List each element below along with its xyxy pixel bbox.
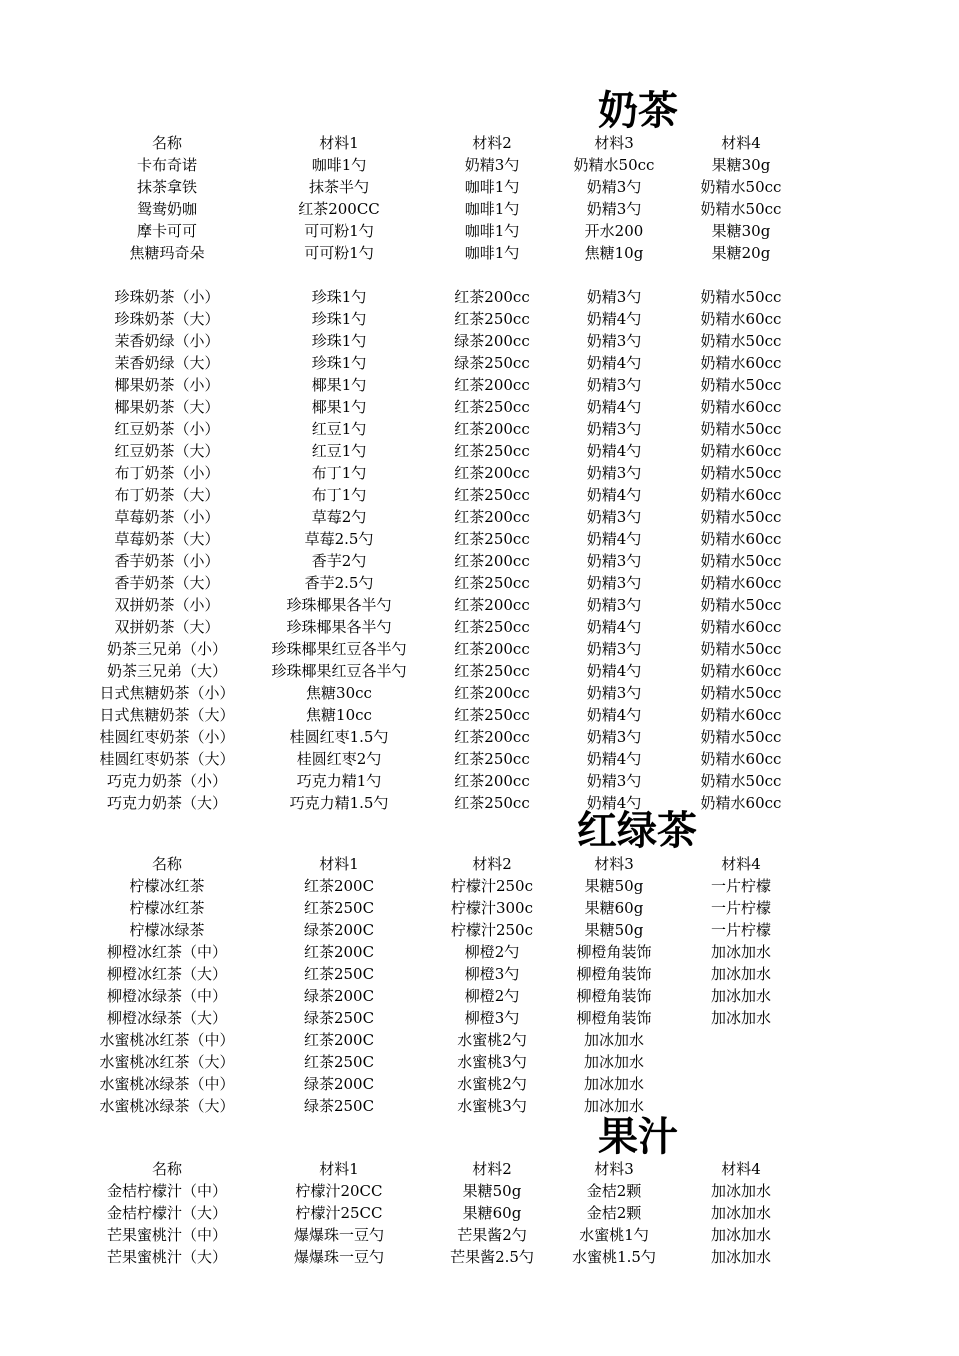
item-name-cell: 柠檬冰红茶 [129,877,205,895]
ingredient-cell: 柠檬汁250c [450,921,534,939]
ingredient-cell: 奶精水60cc [700,750,782,768]
table-row [0,242,959,264]
ingredient-cell: 咖啡1勺 [464,244,520,262]
ingredient-cell: 果糖50g [584,921,644,939]
item-name-cell: 金桔柠檬汁（大） [106,1204,227,1222]
table-header-row [0,132,959,154]
ingredient-cell: 红茶200cc [454,376,530,394]
ingredient-cell: 奶精3勺 [586,772,642,790]
ingredient-cell: 红茶250cc [454,398,530,416]
column-header: 材料4 [721,855,761,873]
section-title-juice: 果汁 [598,1113,678,1160]
item-name-cell: 摩卡可可 [136,222,197,240]
column-header: 名称 [151,134,182,152]
ingredient-cell: 绿茶200C [303,921,375,939]
ingredient-cell: 柠檬汁20CC [295,1182,383,1200]
ingredient-cell: 草莓2.5勺 [304,530,374,548]
ingredient-cell: 奶精3勺 [586,596,642,614]
item-name-cell: 桂圆红枣奶茶（小） [99,728,235,746]
table-row [0,198,959,220]
ingredient-cell: 奶精3勺 [586,684,642,702]
ingredient-cell: 果糖50g [462,1182,522,1200]
ingredient-cell: 珍珠椰果红豆各半勺 [271,662,407,680]
ingredient-cell: 水蜜桃1勺 [579,1226,649,1244]
ingredient-cell: 红茶250cc [454,662,530,680]
ingredient-cell: 果糖50g [584,877,644,895]
ingredient-cell: 奶精水50cc [700,332,782,350]
ingredient-cell: 奶精3勺 [586,574,642,592]
ingredient-cell: 红茶250cc [454,794,530,812]
ingredient-cell: 珍珠1勺 [311,288,367,306]
ingredient-cell: 水蜜桃3勺 [457,1053,527,1071]
table-row [0,726,959,748]
ingredient-cell: 加冰加水 [583,1097,644,1115]
ingredient-cell: 加冰加水 [710,1226,771,1244]
table-row [0,418,959,440]
item-name-cell: 金桔柠檬汁（中） [106,1182,227,1200]
milk-tea-table [0,132,959,814]
table-row [0,462,959,484]
ingredient-cell: 一片柠檬 [710,921,771,939]
item-name-cell: 柠檬冰红茶 [129,899,205,917]
table-row [0,704,959,726]
section-title-milk-tea: 奶茶 [598,87,678,134]
table-row [0,1180,959,1202]
ingredient-cell: 红茶250cc [454,486,530,504]
ingredient-cell: 奶精3勺 [586,728,642,746]
ingredient-cell: 红茶200cc [454,552,530,570]
ingredient-cell: 红茶250C [303,899,375,917]
ingredient-cell: 红茶200C [303,943,375,961]
ingredient-cell: 柳橙2勺 [464,943,520,961]
ingredient-cell: 红茶200cc [454,464,530,482]
ingredient-cell: 红茶200cc [454,728,530,746]
table-row [0,176,959,198]
ingredient-cell: 加冰加水 [710,1182,771,1200]
table-row [0,616,959,638]
ingredient-cell: 奶精4勺 [586,794,642,812]
ingredient-cell: 珍珠1勺 [311,310,367,328]
table-row [0,308,959,330]
column-header: 材料2 [472,855,512,873]
item-name-cell: 椰果奶茶（大） [114,398,220,416]
item-name-cell: 水蜜桃冰绿茶（大） [99,1097,235,1115]
item-name-cell: 草莓奶茶（小） [114,508,220,526]
ingredient-cell: 奶精水50cc [700,178,782,196]
ingredient-cell: 爆爆珠一豆勺 [293,1248,384,1266]
ingredient-cell: 奶精3勺 [586,178,642,196]
ingredient-cell: 红豆1勺 [311,420,367,438]
table-row [0,330,959,352]
ingredient-cell: 奶精4勺 [586,486,642,504]
item-name-cell: 珍珠奶茶（大） [114,310,220,328]
ingredient-cell: 红茶200C [303,877,375,895]
ingredient-cell: 水蜜桃1.5勺 [572,1248,656,1266]
column-header: 材料1 [319,134,359,152]
ingredient-cell: 桂圆红枣2勺 [296,750,382,768]
ingredient-cell: 红茶250cc [454,574,530,592]
ingredient-cell: 奶精水60cc [700,574,782,592]
ingredient-cell: 奶精水60cc [700,618,782,636]
ingredient-cell: 红茶250cc [454,310,530,328]
ingredient-cell: 果糖30g [711,222,771,240]
item-name-cell: 双拼奶茶（大） [114,618,220,636]
ingredient-cell: 金桔2颗 [586,1182,642,1200]
ingredient-cell: 奶精3勺 [464,156,520,174]
ingredient-cell: 奶精水60cc [700,794,782,812]
ingredient-cell: 可可粉1勺 [304,244,374,262]
table-row [0,220,959,242]
ingredient-cell: 奶精4勺 [586,398,642,416]
item-name-cell: 柳橙冰绿茶（中） [106,987,227,1005]
ingredient-cell: 奶精水60cc [700,442,782,460]
table-row [0,1029,959,1051]
item-name-cell: 卡布奇诺 [136,156,197,174]
table-row [0,440,959,462]
item-name-cell: 水蜜桃冰红茶（中） [99,1031,235,1049]
ingredient-cell: 奶精3勺 [586,464,642,482]
ingredient-cell: 珍珠1勺 [311,332,367,350]
item-name-cell: 鸳鸯奶咖 [136,200,197,218]
column-header: 材料4 [721,134,761,152]
item-name-cell: 椰果奶茶（小） [114,376,220,394]
ingredient-cell: 香芋2.5勺 [304,574,374,592]
group-spacer [0,264,959,286]
ingredient-cell: 红茶250cc [454,750,530,768]
ingredient-cell: 红茶200cc [454,772,530,790]
ingredient-cell: 红茶250cc [454,530,530,548]
ingredient-cell: 红茶250C [303,965,375,983]
item-name-cell: 芒果蜜桃汁（大） [106,1248,227,1266]
section-title-red-green-tea: 红绿茶 [577,807,697,854]
ingredient-cell: 加冰加水 [710,1204,771,1222]
ingredient-cell: 果糖60g [462,1204,522,1222]
ingredient-cell: 咖啡1勺 [464,178,520,196]
table-row [0,748,959,770]
table-row [0,897,959,919]
item-name-cell: 珍珠奶茶（小） [114,288,220,306]
table-row [0,1051,959,1073]
table-row [0,1007,959,1029]
ingredient-cell: 可可粉1勺 [304,222,374,240]
ingredient-cell: 金桔2颗 [586,1204,642,1222]
ingredient-cell: 桂圆红枣1.5勺 [289,728,389,746]
ingredient-cell: 布丁1勺 [311,464,367,482]
ingredient-cell: 红豆1勺 [311,442,367,460]
ingredient-cell: 柳橙角装饰 [576,943,652,961]
ingredient-cell: 奶精水50cc [700,508,782,526]
column-header: 材料3 [594,134,634,152]
ingredient-cell: 奶精水50cc [700,376,782,394]
ingredient-cell: 开水200 [584,222,644,240]
ingredient-cell: 红茶200cc [454,508,530,526]
ingredient-cell: 绿茶250C [303,1009,375,1027]
item-name-cell: 柳橙冰红茶（大） [106,965,227,983]
ingredient-cell: 果糖60g [584,899,644,917]
ingredient-cell: 奶精水60cc [700,354,782,372]
ingredient-cell: 咖啡1勺 [464,200,520,218]
table-row [0,1224,959,1246]
ingredient-cell: 椰果1勺 [311,398,367,416]
item-name-cell: 奶茶三兄弟（小） [106,640,227,658]
item-name-cell: 奶茶三兄弟（大） [106,662,227,680]
ingredient-cell: 柠檬汁300c [450,899,534,917]
ingredient-cell: 加冰加水 [583,1031,644,1049]
ingredient-cell: 加冰加水 [710,987,771,1005]
table-row [0,660,959,682]
ingredient-cell: 奶精水50cc [573,156,655,174]
ingredient-cell: 奶精水60cc [700,530,782,548]
ingredient-cell: 加冰加水 [710,1009,771,1027]
ingredient-cell: 奶精水60cc [700,706,782,724]
ingredient-cell: 奶精3勺 [586,508,642,526]
ingredient-cell: 香芋2勺 [311,552,367,570]
item-name-cell: 布丁奶茶（小） [114,464,220,482]
ingredient-cell: 柳橙3勺 [464,1009,520,1027]
ingredient-cell: 奶精4勺 [586,750,642,768]
ingredient-cell: 红茶250cc [454,706,530,724]
ingredient-cell: 奶精水50cc [700,464,782,482]
table-row [0,484,959,506]
table-row [0,919,959,941]
item-name-cell: 抹茶拿铁 [136,178,197,196]
ingredient-cell: 绿茶250C [303,1097,375,1115]
table-row [0,638,959,660]
ingredient-cell: 红茶250cc [454,442,530,460]
ingredient-cell: 一片柠檬 [710,877,771,895]
column-header: 材料1 [319,1160,359,1178]
ingredient-cell: 红茶200cc [454,640,530,658]
ingredient-cell: 柳橙角装饰 [576,1009,652,1027]
ingredient-cell: 绿茶200C [303,1075,375,1093]
column-header: 名称 [151,1160,182,1178]
ingredient-cell: 果糖20g [711,244,771,262]
item-name-cell: 柳橙冰绿茶（大） [106,1009,227,1027]
ingredient-cell: 布丁1勺 [311,486,367,504]
ingredient-cell: 水蜜桃2勺 [457,1031,527,1049]
ingredient-cell: 红茶200cc [454,596,530,614]
ingredient-cell: 奶精4勺 [586,662,642,680]
item-name-cell: 焦糖玛奇朵 [129,244,205,262]
item-name-cell: 双拼奶茶（小） [114,596,220,614]
item-name-cell: 芒果蜜桃汁（中） [106,1226,227,1244]
table-row [0,770,959,792]
ingredient-cell: 加冰加水 [710,965,771,983]
item-name-cell: 柳橙冰红茶（中） [106,943,227,961]
ingredient-cell: 芒果酱2勺 [457,1226,527,1244]
ingredient-cell: 绿茶250cc [454,354,530,372]
ingredient-cell: 水蜜桃3勺 [457,1097,527,1115]
ingredient-cell: 奶精4勺 [586,530,642,548]
ingredient-cell: 奶精3勺 [586,552,642,570]
table-row [0,941,959,963]
ingredient-cell: 柠檬汁250c [450,877,534,895]
item-name-cell: 草莓奶茶（大） [114,530,220,548]
item-name-cell: 香芋奶茶（小） [114,552,220,570]
ingredient-cell: 奶精4勺 [586,310,642,328]
ingredient-cell: 巧克力精1勺 [296,772,382,790]
column-header: 材料2 [472,1160,512,1178]
juice-table [0,1158,959,1268]
table-header-row [0,1158,959,1180]
ingredient-cell: 加冰加水 [710,1248,771,1266]
table-row [0,1095,959,1117]
ingredient-cell: 柳橙3勺 [464,965,520,983]
ingredient-cell: 水蜜桃2勺 [457,1075,527,1093]
item-name-cell: 布丁奶茶（大） [114,486,220,504]
table-row [0,1202,959,1224]
ingredient-cell: 奶精3勺 [586,332,642,350]
ingredient-cell: 加冰加水 [583,1053,644,1071]
ingredient-cell: 加冰加水 [583,1075,644,1093]
ingredient-cell: 爆爆珠一豆勺 [293,1226,384,1244]
ingredient-cell: 奶精水50cc [700,772,782,790]
item-name-cell: 桂圆红枣奶茶（大） [99,750,235,768]
column-header: 名称 [151,855,182,873]
red-green-tea-table [0,853,959,1117]
column-header: 材料4 [721,1160,761,1178]
table-row [0,550,959,572]
item-name-cell: 柠檬冰绿茶 [129,921,205,939]
table-row [0,985,959,1007]
ingredient-cell: 奶精水50cc [700,728,782,746]
ingredient-cell: 奶精4勺 [586,354,642,372]
ingredient-cell: 红茶200cc [454,420,530,438]
item-name-cell: 红豆奶茶（小） [114,420,220,438]
ingredient-cell: 奶精水50cc [700,596,782,614]
ingredient-cell: 奶精4勺 [586,706,642,724]
ingredient-cell: 珍珠椰果红豆各半勺 [271,640,407,658]
ingredient-cell: 奶精水50cc [700,552,782,570]
table-row [0,875,959,897]
item-name-cell: 水蜜桃冰红茶（大） [99,1053,235,1071]
ingredient-cell: 焦糖10g [584,244,644,262]
ingredient-cell: 奶精水50cc [700,640,782,658]
ingredient-cell: 珍珠椰果各半勺 [286,596,392,614]
ingredient-cell: 奶精3勺 [586,200,642,218]
ingredient-cell: 奶精水50cc [700,684,782,702]
item-name-cell: 水蜜桃冰绿茶（中） [99,1075,235,1093]
ingredient-cell: 奶精水60cc [700,398,782,416]
ingredient-cell: 奶精3勺 [586,420,642,438]
item-name-cell: 红豆奶茶（大） [114,442,220,460]
ingredient-cell: 红茶200cc [454,288,530,306]
table-row [0,1246,959,1268]
ingredient-cell: 焦糖30cc [306,684,372,702]
ingredient-cell: 柳橙角装饰 [576,987,652,1005]
ingredient-cell: 红茶250cc [454,618,530,636]
ingredient-cell: 奶精水60cc [700,662,782,680]
item-name-cell: 巧克力奶茶（大） [106,794,227,812]
item-name-cell: 茉香奶绿（小） [114,332,220,350]
ingredient-cell: 椰果1勺 [311,376,367,394]
ingredient-cell: 奶精水60cc [700,310,782,328]
table-header-row [0,853,959,875]
item-name-cell: 巧克力奶茶（小） [106,772,227,790]
table-row [0,374,959,396]
table-row [0,594,959,616]
table-row [0,352,959,374]
ingredient-cell: 奶精3勺 [586,640,642,658]
ingredient-cell: 珍珠椰果各半勺 [286,618,392,636]
ingredient-cell: 焦糖10cc [306,706,372,724]
ingredient-cell: 柠檬汁25CC [295,1204,383,1222]
ingredient-cell: 芒果酱2.5勺 [450,1248,534,1266]
ingredient-cell: 红茶200C [303,1031,375,1049]
table-row [0,572,959,594]
table-row [0,528,959,550]
ingredient-cell: 柳橙角装饰 [576,965,652,983]
ingredient-cell: 红茶200CC [298,200,380,218]
table-row [0,682,959,704]
ingredient-cell: 奶精水50cc [700,420,782,438]
column-header: 材料3 [594,1160,634,1178]
ingredient-cell: 奶精3勺 [586,288,642,306]
ingredient-cell: 奶精水60cc [700,486,782,504]
ingredient-cell: 珍珠1勺 [311,354,367,372]
column-header: 材料3 [594,855,634,873]
table-row [0,792,959,814]
column-header: 材料2 [472,134,512,152]
ingredient-cell: 草莓2勺 [311,508,367,526]
ingredient-cell: 奶精4勺 [586,442,642,460]
ingredient-cell: 咖啡1勺 [311,156,367,174]
table-row [0,154,959,176]
column-header: 材料1 [319,855,359,873]
table-row [0,1073,959,1095]
ingredient-cell: 果糖30g [711,156,771,174]
ingredient-cell: 奶精4勺 [586,618,642,636]
ingredient-cell: 咖啡1勺 [464,222,520,240]
ingredient-cell: 抹茶半勺 [308,178,369,196]
ingredient-cell: 奶精水50cc [700,288,782,306]
ingredient-cell: 奶精3勺 [586,376,642,394]
table-row [0,396,959,418]
ingredient-cell: 加冰加水 [710,943,771,961]
table-row [0,506,959,528]
ingredient-cell: 奶精水50cc [700,200,782,218]
ingredient-cell: 巧克力精1.5勺 [289,794,389,812]
table-row [0,286,959,308]
ingredient-cell: 柳橙2勺 [464,987,520,1005]
ingredient-cell: 红茶200cc [454,684,530,702]
item-name-cell: 茉香奶绿（大） [114,354,220,372]
item-name-cell: 香芋奶茶（大） [114,574,220,592]
item-name-cell: 日式焦糖奶茶（小） [99,684,235,702]
item-name-cell: 日式焦糖奶茶（大） [99,706,235,724]
ingredient-cell: 绿茶200C [303,987,375,1005]
ingredient-cell: 一片柠檬 [710,899,771,917]
table-row [0,963,959,985]
ingredient-cell: 红茶250C [303,1053,375,1071]
ingredient-cell: 绿茶200cc [454,332,530,350]
